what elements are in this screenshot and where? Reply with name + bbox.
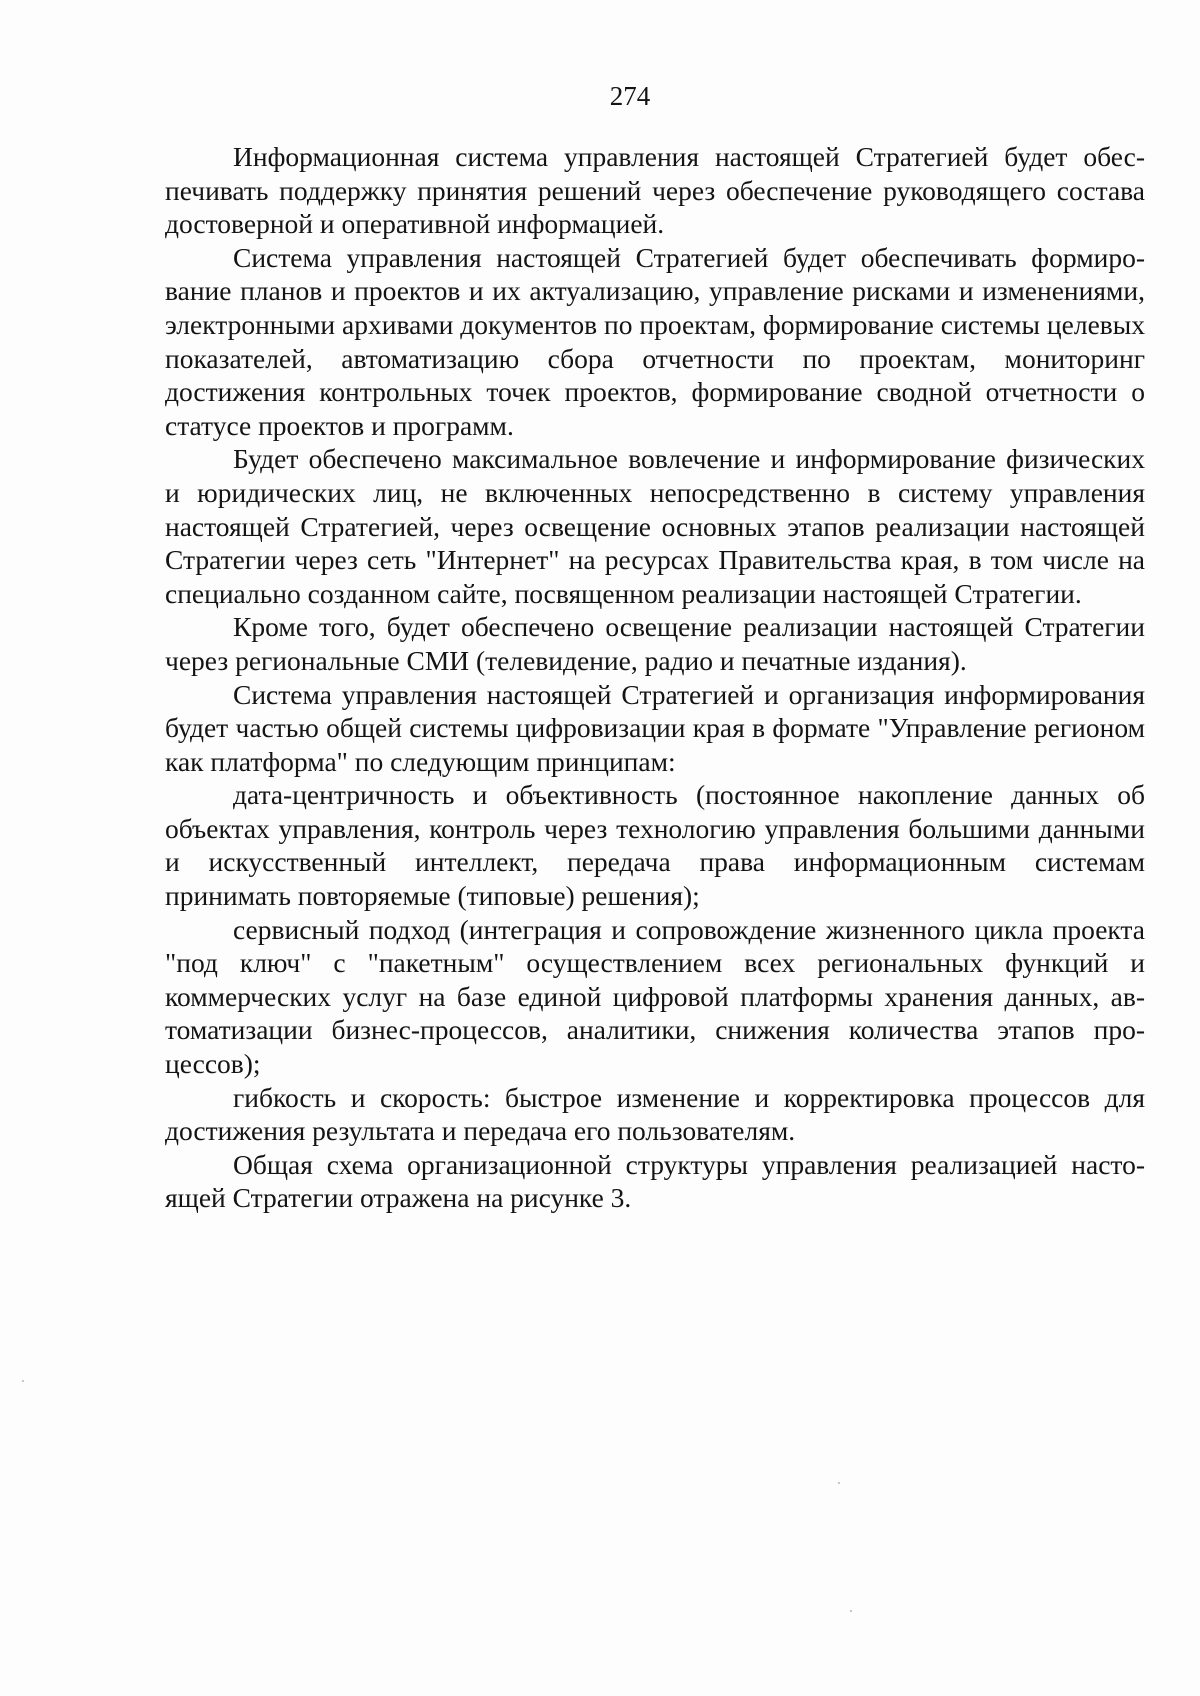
- paragraph-5: Система управления настоящей Стратегией и организация информирования будет частью общей системы цифровизации края в формате "Управление регионом как платформа" по следующим принципам:: [165, 678, 1145, 777]
- paragraph-4: Кроме того, будет обеспечено освещение реализации настоящей Стратегии через региональные СМИ (телевидение, радио и печатные издания).: [165, 611, 1145, 676]
- paragraph-2: Система управления настоящей Стратегией будет обеспечивать формирование планов и проектов и их актуализацию, управление рисками и изменениями, электронными архивами документов по проектам, формирование системы целевых показателей, автоматизацию сбора отчетности по проектам, мониторинг достижения контрольных точек проектов, формирование сводной отчетности о статусе проектов и программ.: [165, 241, 1145, 441]
- scan-speck: [22, 1380, 24, 1382]
- scan-speck: [850, 1610, 852, 1612]
- page-number: 274: [609, 81, 651, 111]
- body-text: [165, 140, 1145, 1215]
- paragraph-closing: Общая схема организационной структуры управления реализацией настоящей Стратегии отражена на рисунке 3.: [165, 1148, 1145, 1214]
- principle-data-centric: дата-центричность и объективность (постоянное накопление данных об объектах управления, контроль через технологию управления большими данными и искусственный интеллект, передача права информационным системам принимать повторяемые (типовые) решения);: [165, 779, 1145, 912]
- paragraph-1: Информационная система управления настоящей Стратегией будет обеспечивать поддержку принятия решений через обеспечение руководящего состава достоверной и оперативной информацией.: [165, 141, 1145, 240]
- scan-speck: [838, 1482, 840, 1484]
- principle-service-approach: сервисный подход (интеграция и сопровождение жизненного цикла проекта "под ключ" с "пакетным" осуществлением всех региональных функций и коммерческих услуг на базе единой цифровой платформы хранения данных, автоматизации бизнес-процессов, аналитики, снижения количества этапов процессов);: [165, 913, 1145, 1080]
- principle-flexibility: гибкость и скорость: быстрое изменение и корректировка процессов для достижения результата и передача его пользователям.: [165, 1081, 1145, 1147]
- paragraph-3: Будет обеспечено максимальное вовлечение и информирование физических и юридических лиц, не включенных непосредственно в систему управления настоящей Стратегией, через освещение основных этапов реализации настоящей Стратегии через сеть "Интернет" на ресурсах Правительства края, в том числе на специально созданном сайте, посвященном реализации настоящей Стратегии.: [165, 443, 1145, 609]
